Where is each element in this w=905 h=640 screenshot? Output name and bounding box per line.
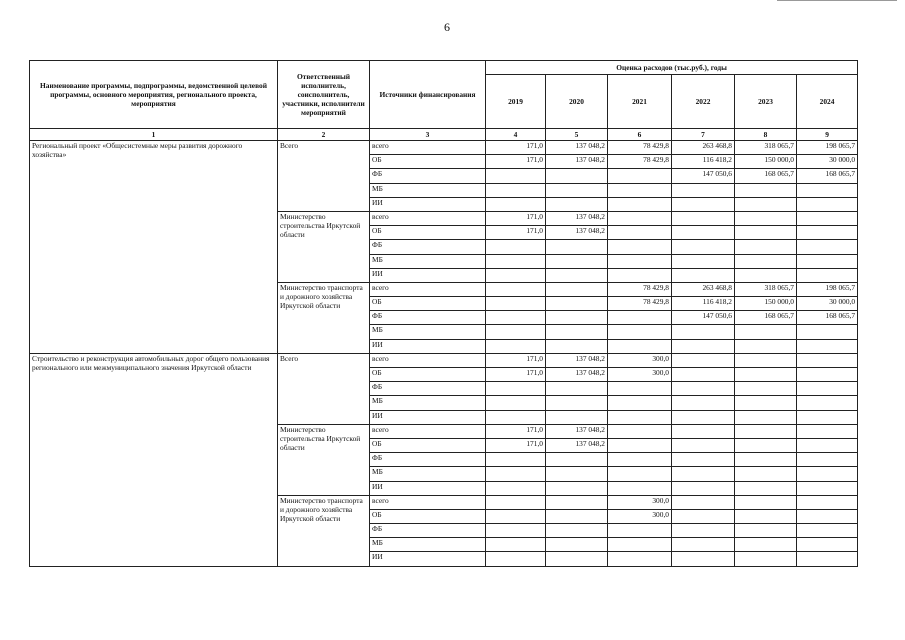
value-cell: 150 000,0 — [735, 297, 797, 311]
value-cell — [672, 438, 735, 452]
value-cell: 137 048,2 — [546, 353, 608, 367]
value-cell — [672, 538, 735, 552]
value-cell — [546, 325, 608, 339]
value-cell — [797, 509, 858, 523]
executor-cell: Министерство транспорта и дорожного хозяйства Иркутской области — [278, 282, 370, 353]
value-cell: 263 468,8 — [672, 282, 735, 296]
value-cell: 116 418,2 — [672, 155, 735, 169]
value-cell — [797, 481, 858, 495]
value-cell: 147 050,6 — [672, 311, 735, 325]
value-cell — [672, 509, 735, 523]
value-cell: 171,0 — [486, 141, 546, 155]
value-cell: 263 468,8 — [672, 141, 735, 155]
value-cell — [546, 169, 608, 183]
value-cell — [546, 183, 608, 197]
value-cell — [486, 268, 546, 282]
value-cell — [797, 453, 858, 467]
value-cell — [546, 410, 608, 424]
value-cell — [546, 282, 608, 296]
value-cell — [546, 538, 608, 552]
value-cell: 198 065,7 — [797, 141, 858, 155]
value-cell — [546, 297, 608, 311]
program-name-cell: Региональный проект «Общесистемные меры развития дорожного хозяйства» — [30, 141, 278, 354]
column-number: 9 — [797, 129, 858, 141]
value-cell — [797, 254, 858, 268]
value-cell — [672, 353, 735, 367]
value-cell — [735, 183, 797, 197]
value-cell — [486, 254, 546, 268]
value-cell — [735, 254, 797, 268]
value-cell: 171,0 — [486, 155, 546, 169]
value-cell — [608, 396, 672, 410]
value-cell — [546, 197, 608, 211]
value-cell — [608, 226, 672, 240]
value-cell: 137 048,2 — [546, 368, 608, 382]
value-cell: 198 065,7 — [797, 282, 858, 296]
value-cell — [546, 467, 608, 481]
source-cell: ФБ — [370, 382, 486, 396]
value-cell: 171,0 — [486, 424, 546, 438]
value-cell — [608, 240, 672, 254]
value-cell — [797, 524, 858, 538]
source-cell: ИИ — [370, 268, 486, 282]
source-cell: всего — [370, 282, 486, 296]
value-cell — [486, 169, 546, 183]
value-cell: 300,0 — [608, 353, 672, 367]
value-cell — [672, 254, 735, 268]
header-year: 2023 — [735, 75, 797, 129]
value-cell — [797, 325, 858, 339]
value-cell — [546, 524, 608, 538]
value-cell — [797, 353, 858, 367]
value-cell — [608, 311, 672, 325]
value-cell: 30 000,0 — [797, 155, 858, 169]
value-cell — [546, 509, 608, 523]
value-cell — [608, 524, 672, 538]
value-cell — [735, 368, 797, 382]
value-cell — [735, 325, 797, 339]
value-cell — [608, 467, 672, 481]
header-executor: Ответственный исполнитель, соисполнитель, участники, исполнители мероприятий — [278, 61, 370, 129]
value-cell — [797, 382, 858, 396]
source-cell: ФБ — [370, 311, 486, 325]
value-cell — [797, 410, 858, 424]
column-number: 3 — [370, 129, 486, 141]
source-cell: ИИ — [370, 410, 486, 424]
executor-cell: Всего — [278, 141, 370, 212]
source-cell: ОБ — [370, 438, 486, 452]
column-number: 5 — [546, 129, 608, 141]
executor-cell: Министерство транспорта и дорожного хозяйства Иркутской области — [278, 495, 370, 566]
value-cell — [486, 495, 546, 509]
value-cell — [797, 226, 858, 240]
value-cell — [672, 396, 735, 410]
value-cell — [735, 453, 797, 467]
source-cell: МБ — [370, 467, 486, 481]
value-cell — [486, 382, 546, 396]
value-cell: 300,0 — [608, 509, 672, 523]
value-cell — [797, 240, 858, 254]
value-cell — [546, 268, 608, 282]
scan-edge-mark — [777, 0, 897, 3]
value-cell: 171,0 — [486, 438, 546, 452]
value-cell — [797, 396, 858, 410]
value-cell — [797, 197, 858, 211]
value-cell — [486, 311, 546, 325]
value-cell: 171,0 — [486, 226, 546, 240]
source-cell: всего — [370, 495, 486, 509]
column-number: 6 — [608, 129, 672, 141]
value-cell — [486, 339, 546, 353]
value-cell — [672, 325, 735, 339]
value-cell — [672, 410, 735, 424]
value-cell — [486, 467, 546, 481]
value-cell — [735, 339, 797, 353]
value-cell — [608, 169, 672, 183]
value-cell — [486, 552, 546, 566]
value-cell — [672, 226, 735, 240]
source-cell: ФБ — [370, 524, 486, 538]
value-cell: 137 048,2 — [546, 424, 608, 438]
value-cell: 300,0 — [608, 368, 672, 382]
value-cell — [797, 467, 858, 481]
value-cell: 171,0 — [486, 353, 546, 367]
value-cell — [797, 339, 858, 353]
value-cell: 78 429,8 — [608, 297, 672, 311]
value-cell — [797, 183, 858, 197]
value-cell: 147 050,6 — [672, 169, 735, 183]
value-cell: 318 065,7 — [735, 141, 797, 155]
value-cell — [797, 368, 858, 382]
value-cell — [486, 297, 546, 311]
source-cell: МБ — [370, 325, 486, 339]
value-cell — [735, 226, 797, 240]
column-number: 2 — [278, 129, 370, 141]
executor-cell: Всего — [278, 353, 370, 424]
value-cell — [797, 268, 858, 282]
value-cell — [546, 254, 608, 268]
value-cell — [546, 240, 608, 254]
source-cell: МБ — [370, 396, 486, 410]
value-cell — [546, 382, 608, 396]
value-cell: 171,0 — [486, 211, 546, 225]
value-cell — [672, 453, 735, 467]
page-number: 6 — [444, 20, 450, 34]
source-cell: ФБ — [370, 240, 486, 254]
value-cell — [608, 183, 672, 197]
value-cell — [797, 495, 858, 509]
value-cell — [735, 495, 797, 509]
value-cell — [608, 197, 672, 211]
value-cell — [608, 325, 672, 339]
value-cell — [672, 183, 735, 197]
value-cell — [672, 368, 735, 382]
value-cell — [735, 467, 797, 481]
executor-cell: Министерство строительства Иркутской области — [278, 211, 370, 282]
table-row — [30, 353, 858, 367]
value-cell — [486, 396, 546, 410]
value-cell: 78 429,8 — [608, 141, 672, 155]
source-cell: ОБ — [370, 226, 486, 240]
value-cell — [486, 524, 546, 538]
value-cell: 171,0 — [486, 368, 546, 382]
value-cell — [486, 197, 546, 211]
source-cell: ФБ — [370, 169, 486, 183]
value-cell — [735, 552, 797, 566]
value-cell — [486, 240, 546, 254]
value-cell — [735, 509, 797, 523]
value-cell — [546, 453, 608, 467]
value-cell — [672, 495, 735, 509]
value-cell: 168 065,7 — [735, 311, 797, 325]
value-cell — [672, 382, 735, 396]
source-cell: ИИ — [370, 552, 486, 566]
value-cell: 168 065,7 — [797, 169, 858, 183]
value-cell — [608, 424, 672, 438]
value-cell — [608, 254, 672, 268]
value-cell — [486, 183, 546, 197]
value-cell: 150 000,0 — [735, 155, 797, 169]
source-cell: МБ — [370, 538, 486, 552]
value-cell — [735, 197, 797, 211]
table-row — [30, 141, 858, 155]
value-cell: 116 418,2 — [672, 297, 735, 311]
value-cell — [735, 396, 797, 410]
value-cell — [672, 424, 735, 438]
column-number: 8 — [735, 129, 797, 141]
source-cell: МБ — [370, 254, 486, 268]
source-cell: ОБ — [370, 368, 486, 382]
value-cell — [735, 438, 797, 452]
value-cell: 137 048,2 — [546, 211, 608, 225]
value-cell — [546, 396, 608, 410]
executor-cell: Министерство строительства Иркутской области — [278, 424, 370, 495]
value-cell — [797, 538, 858, 552]
value-cell — [797, 211, 858, 225]
header-expense-group: Оценка расходов (тыс.руб.), годы — [486, 61, 858, 75]
value-cell — [735, 524, 797, 538]
value-cell: 168 065,7 — [735, 169, 797, 183]
value-cell — [486, 282, 546, 296]
value-cell — [608, 552, 672, 566]
value-cell: 78 429,8 — [608, 282, 672, 296]
value-cell — [608, 538, 672, 552]
header-year: 2021 — [608, 75, 672, 129]
value-cell — [672, 467, 735, 481]
value-cell — [486, 325, 546, 339]
source-cell: всего — [370, 211, 486, 225]
value-cell: 137 048,2 — [546, 226, 608, 240]
value-cell — [608, 410, 672, 424]
value-cell — [608, 339, 672, 353]
source-cell: ИИ — [370, 339, 486, 353]
value-cell — [672, 524, 735, 538]
value-cell — [797, 438, 858, 452]
value-cell — [486, 453, 546, 467]
source-cell: ОБ — [370, 297, 486, 311]
value-cell — [797, 424, 858, 438]
source-cell: ИИ — [370, 481, 486, 495]
value-cell — [672, 211, 735, 225]
program-name-cell: Строительство и реконструкция автомобильных дорог общего пользования регионального или межмуниципального значения Иркутской области — [30, 353, 278, 566]
expenses-table — [29, 60, 858, 567]
header-year: 2022 — [672, 75, 735, 129]
value-cell — [546, 495, 608, 509]
value-cell — [735, 382, 797, 396]
source-cell: всего — [370, 353, 486, 367]
header-name: Наименование программы, подпрограммы, ведомственной целевой программы, основного мероприятия, регионального проекта, мероприятия — [30, 61, 278, 129]
value-cell — [608, 481, 672, 495]
value-cell — [672, 481, 735, 495]
source-cell: всего — [370, 424, 486, 438]
header-year: 2020 — [546, 75, 608, 129]
value-cell: 30 000,0 — [797, 297, 858, 311]
value-cell: 300,0 — [608, 495, 672, 509]
value-cell — [735, 353, 797, 367]
value-cell — [735, 481, 797, 495]
value-cell — [608, 453, 672, 467]
header-year: 2024 — [797, 75, 858, 129]
column-number: 1 — [30, 129, 278, 141]
source-cell: всего — [370, 141, 486, 155]
value-cell — [735, 410, 797, 424]
value-cell — [672, 339, 735, 353]
value-cell — [546, 311, 608, 325]
value-cell — [546, 552, 608, 566]
header-year: 2019 — [486, 75, 546, 129]
value-cell — [735, 240, 797, 254]
value-cell — [735, 424, 797, 438]
value-cell — [486, 538, 546, 552]
source-cell: МБ — [370, 183, 486, 197]
value-cell: 137 048,2 — [546, 438, 608, 452]
value-cell — [735, 211, 797, 225]
source-cell: ФБ — [370, 453, 486, 467]
value-cell — [608, 268, 672, 282]
source-cell: ИИ — [370, 197, 486, 211]
source-cell: ОБ — [370, 509, 486, 523]
value-cell — [672, 240, 735, 254]
value-cell — [546, 339, 608, 353]
value-cell — [608, 438, 672, 452]
value-cell — [735, 268, 797, 282]
value-cell — [486, 509, 546, 523]
value-cell — [486, 481, 546, 495]
value-cell — [608, 382, 672, 396]
value-cell — [672, 197, 735, 211]
value-cell: 78 429,8 — [608, 155, 672, 169]
table-body — [30, 129, 858, 567]
value-cell: 137 048,2 — [546, 155, 608, 169]
source-cell: ОБ — [370, 155, 486, 169]
column-number: 4 — [486, 129, 546, 141]
value-cell — [797, 552, 858, 566]
value-cell: 137 048,2 — [546, 141, 608, 155]
value-cell — [735, 538, 797, 552]
value-cell — [608, 211, 672, 225]
column-number: 7 — [672, 129, 735, 141]
value-cell: 168 065,7 — [797, 311, 858, 325]
value-cell — [672, 552, 735, 566]
value-cell — [672, 268, 735, 282]
value-cell — [486, 410, 546, 424]
value-cell: 318 065,7 — [735, 282, 797, 296]
header-source: Источники финансирования — [370, 61, 486, 129]
value-cell — [546, 481, 608, 495]
